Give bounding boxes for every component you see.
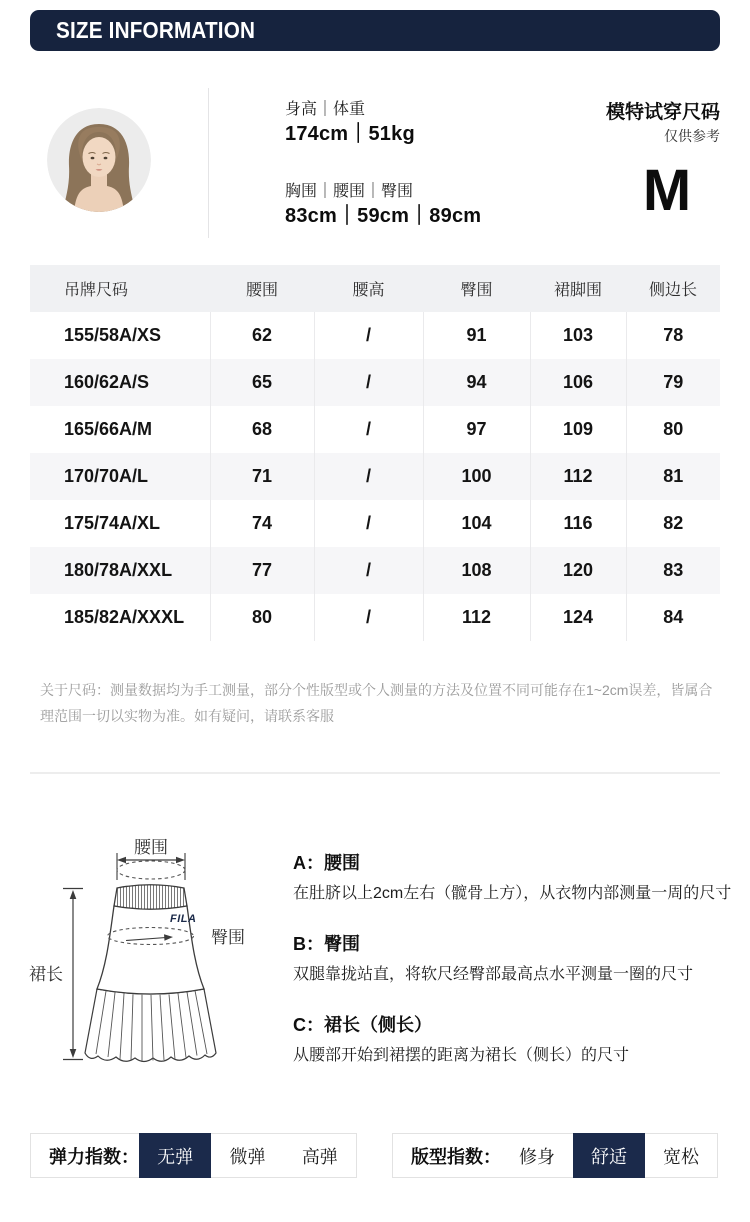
model-portrait-illustration xyxy=(47,108,151,212)
vertical-divider xyxy=(208,88,209,238)
guide-desc: 双腿靠拢站直，将软尺经臀部最高点水平测量一圈的尺寸 xyxy=(293,966,694,983)
table-cell: 97 xyxy=(423,406,530,453)
measure-guide xyxy=(293,851,733,1094)
table-cell: 116 xyxy=(530,500,626,547)
table-cell: 74 xyxy=(210,500,314,547)
table-cell: 103 xyxy=(530,312,626,359)
col-header-waist-height: 腰高 xyxy=(314,265,423,312)
size-cell: 175/74A/XL xyxy=(64,513,161,533)
skirt-measurement-diagram xyxy=(20,822,290,1090)
guide-desc: 从腰部开始到裙摆的距离为裙长（侧长）的尺寸 xyxy=(293,1047,630,1064)
table-cell: 109 xyxy=(530,406,626,453)
col-header-side-length: 侧边长 xyxy=(626,265,720,312)
bust-waist-hip-label: 胸围｜腰围｜臀围 xyxy=(285,183,414,200)
table-cell: / xyxy=(314,312,423,359)
table-cell: 71 xyxy=(210,453,314,500)
size-cell: 180/78A/XXL xyxy=(30,547,210,594)
col-header-waist: 腰围 xyxy=(210,265,314,312)
table-cell: 83 xyxy=(626,547,720,594)
elasticity-index-label: 弹力指数： xyxy=(49,1146,139,1167)
size-cell: 170/70A/L xyxy=(30,453,210,500)
size-cell: 185/82A/XXXL xyxy=(64,607,185,627)
elasticity-index-box xyxy=(30,1133,357,1178)
size-cell: 160/62A/S xyxy=(30,359,210,406)
table-cell: / xyxy=(314,500,423,547)
table-row xyxy=(30,453,720,500)
guide-item-hip xyxy=(293,932,733,987)
fitting-size-label: 模特试穿尺码 xyxy=(605,102,720,123)
diagram-length-label: 裙长 xyxy=(29,965,63,984)
table-cell: 104 xyxy=(423,500,530,547)
elasticity-option-none: 无弹 xyxy=(139,1133,211,1178)
fit-index-label: 版型指数： xyxy=(411,1146,501,1167)
table-cell: 84 xyxy=(626,594,720,641)
section-divider xyxy=(30,772,720,774)
fitting-size-value: M xyxy=(642,158,692,223)
table-row xyxy=(30,359,720,406)
table-cell: / xyxy=(314,594,423,641)
table-cell: 65 xyxy=(210,359,314,406)
brand-logo: FILA xyxy=(170,913,197,925)
col-header-hip: 臀围 xyxy=(423,265,530,312)
height-weight-value: 174cm｜51kg xyxy=(285,123,415,145)
table-cell: 94 xyxy=(423,359,530,406)
table-cell: 91 xyxy=(423,312,530,359)
section-title: SIZE INFORMATION xyxy=(56,17,256,43)
model-avatar xyxy=(47,108,151,212)
height-weight-label: 身高｜体重 xyxy=(285,101,366,118)
table-cell: 82 xyxy=(626,500,720,547)
table-cell: 81 xyxy=(626,453,720,500)
guide-title: A：腰围 xyxy=(293,853,360,873)
table-row xyxy=(30,547,720,594)
table-cell: / xyxy=(314,547,423,594)
table-header-row xyxy=(30,265,720,312)
table-cell: 77 xyxy=(210,547,314,594)
table-cell: 124 xyxy=(530,594,626,641)
guide-item-waist xyxy=(293,851,733,906)
table-row xyxy=(30,312,720,359)
size-note: 关于尺码：测量数据均为手工测量，部分个性版型或个人测量的方法及位置不同可能存在1~2cm误差，皆属合理范围一切以实物为准。如有疑问，请联系客服 xyxy=(40,682,713,724)
table-cell: / xyxy=(314,359,423,406)
guide-title: B：臀围 xyxy=(293,934,360,954)
size-cell: 155/58A/XS xyxy=(64,325,162,345)
waist-dashed-ellipse xyxy=(117,861,185,879)
elasticity-option-high: 高弹 xyxy=(301,1146,338,1167)
fitting-size-note: 仅供参考 xyxy=(664,128,720,144)
size-table xyxy=(30,265,720,641)
diagram-hip-label: 臀围 xyxy=(211,928,245,947)
waistband xyxy=(114,885,187,910)
fit-option-comfort: 舒适 xyxy=(573,1133,645,1178)
table-cell: 68 xyxy=(210,406,314,453)
section-title-bar xyxy=(30,10,720,51)
table-cell: 120 xyxy=(530,547,626,594)
size-cell: 165/66A/M xyxy=(64,419,153,439)
fitting-size-block xyxy=(540,101,720,147)
table-cell: 78 xyxy=(626,312,720,359)
table-cell: / xyxy=(314,453,423,500)
table-row xyxy=(30,500,720,547)
fit-option-loose: 宽松 xyxy=(663,1146,699,1167)
table-row xyxy=(30,594,720,641)
fit-index-box xyxy=(392,1133,718,1178)
col-header-hem: 裙脚围 xyxy=(530,265,626,312)
elasticity-option-slight: 微弹 xyxy=(229,1146,266,1167)
table-cell: 112 xyxy=(530,453,626,500)
col-header-size: 吊牌尺码 xyxy=(30,265,210,312)
table-cell: 108 xyxy=(423,547,530,594)
table-cell: 79 xyxy=(626,359,720,406)
table-cell: 62 xyxy=(210,312,314,359)
table-cell: / xyxy=(314,406,423,453)
guide-title: C：裙长（侧长） xyxy=(293,1015,432,1035)
table-cell: 80 xyxy=(210,594,314,641)
table-cell: 80 xyxy=(626,406,720,453)
table-cell: 112 xyxy=(423,594,530,641)
guide-desc: 在肚脐以上2cm左右（髋骨上方），从衣物内部测量一周的尺寸 xyxy=(293,885,732,902)
table-cell: 106 xyxy=(530,359,626,406)
table-cell: 100 xyxy=(423,453,530,500)
diagram-waist-label: 腰围 xyxy=(134,838,168,857)
table-row xyxy=(30,406,720,453)
guide-item-length xyxy=(293,1013,733,1068)
bust-waist-hip-value: 83cm｜59cm｜89cm xyxy=(285,205,482,227)
fit-option-slim: 修身 xyxy=(519,1146,555,1167)
